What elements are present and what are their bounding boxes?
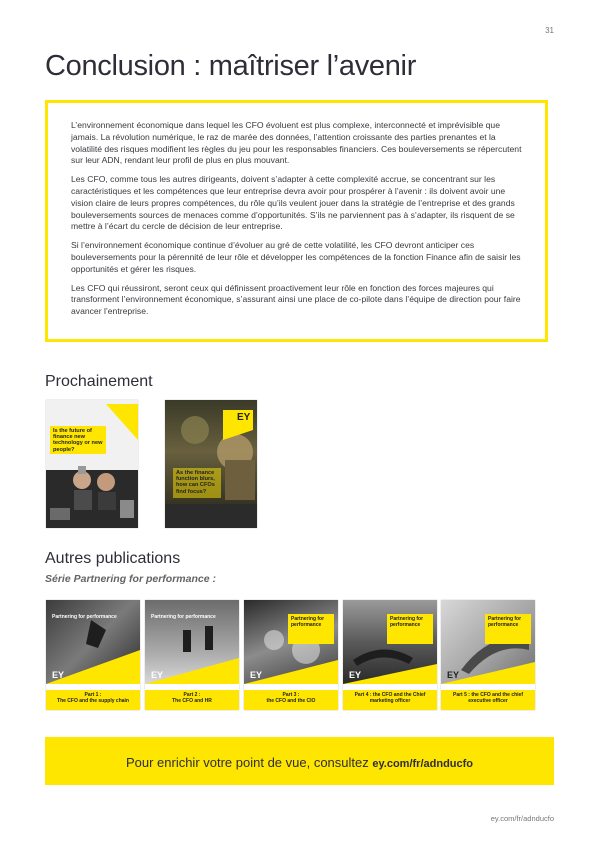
publication-part-4[interactable] — [343, 600, 437, 710]
other-publications-heading: Autres publications — [45, 550, 181, 567]
caption-line: marketing officer — [369, 698, 411, 705]
ey-logo: EY — [447, 670, 460, 680]
cover-title: Partnering for performance — [52, 614, 117, 620]
cta-text — [45, 755, 554, 770]
ey-logo: EY — [52, 670, 65, 680]
upcoming-heading: Prochainement — [45, 373, 153, 390]
caption-line: the CFO and the CIO — [266, 698, 316, 705]
publication-caption — [244, 690, 338, 710]
ey-logo: EY — [237, 412, 251, 423]
publication-part-1[interactable] — [46, 600, 140, 710]
publication-caption — [46, 690, 140, 710]
cover-title: Partnering for performance — [485, 614, 531, 644]
caption-line: Part 3 : — [282, 692, 300, 698]
conclusion-paragraph: Les CFO, comme tous les autres dirigeants, doivent s’adapter à cette complexité accrue, se concentrant sur les caractéristiques et les compétences que leur entreprise devra avoir pour prospérer à l’avenir : ils doivent avoir une vision claire de leurs propres compétences, du rôle qu’ils veulent jouer dans la stratégie de l’entreprise et des grands bouleversements sources de menaces comme d’opportunités. S’ils ne parviennent pas à s’adapter, ils risquent de se mettre à l’écart du cercle de décision de leur entreprise. — [71, 174, 515, 232]
upcoming-cover-future-of-finance[interactable] — [46, 400, 138, 528]
caption-line: Part 5 : the CFO and the chief — [452, 692, 523, 698]
ey-logo: EY — [250, 670, 263, 680]
page-title: Conclusion : maîtriser l’avenir — [45, 50, 417, 82]
caption-line: The CFO and the supply chain — [57, 698, 129, 705]
cta-link[interactable]: ey.com/fr/adnducfo — [372, 758, 474, 770]
caption-line: Part 1 : — [84, 692, 102, 698]
cta-banner — [45, 737, 554, 785]
caption-line: executive officer — [468, 698, 508, 705]
cover-title: Partnering for performance — [288, 614, 334, 644]
conclusion-paragraph: Si l’environnement économique continue d’évoluer au gré de cette volatilité, les CFO devront anticiper ces bouleversements pour la pérennité de leur rôle et développer les compétences de la fonction Finance afin de saisir les opportunités et gérer les risques. — [71, 240, 521, 274]
publication-part-5[interactable] — [441, 600, 535, 710]
publication-part-3[interactable] — [244, 600, 338, 710]
caption-line: Part 4 : the CFO and the Chief — [354, 692, 426, 698]
cover-title: Partnering for performance — [387, 614, 433, 644]
cover-artwork — [46, 400, 138, 528]
series-subtitle: Série Partnering for performance : — [45, 573, 216, 585]
footer-url[interactable]: ey.com/fr/adnducfo — [490, 814, 554, 823]
ey-logo: EY — [349, 670, 362, 680]
cover-title: Partnering for performance — [151, 614, 216, 620]
conclusion-paragraph: Les CFO qui réussiront, seront ceux qui définissent proactivement leur rôle en fonction des forces majeures qui transforment l’environnement économique, s’assurant ainsi une place de co-pilote dans l’équipe de direction pour faire avancer l’entreprise. — [71, 282, 521, 317]
publication-caption — [441, 690, 535, 710]
cta-label: Pour enrichir votre point de vue, consultez — [125, 755, 373, 770]
publication-part-2[interactable] — [145, 600, 239, 710]
upcoming-cover-finance-function-blurs[interactable] — [165, 400, 257, 528]
conclusion-paragraph: L’environnement économique dans lequel les CFO évoluent est plus complexe, interconnecté et imprévisible que jamais. La révolution numérique, le raz de marée des données, l’attention croissante des parties prenantes et la volatilité des risques modifient les règles du jeu pour les responsables financiers. Ces bouleversements se répercutent sur leur ADN, rendant leur profil de plus en plus mouvant. — [71, 120, 522, 166]
ey-logo: EY — [151, 670, 164, 680]
page-number: 31 — [545, 26, 554, 35]
caption-line: Part 2 : — [183, 692, 201, 698]
publication-caption — [343, 690, 437, 710]
cover-title: As the finance function blurs, how can CFOs find focus? — [173, 468, 221, 498]
conclusion-box — [45, 100, 548, 342]
caption-line: The CFO and HR — [172, 698, 212, 705]
cover-title: Is the future of finance new technology or new people? — [50, 426, 106, 454]
publication-caption — [145, 690, 239, 710]
